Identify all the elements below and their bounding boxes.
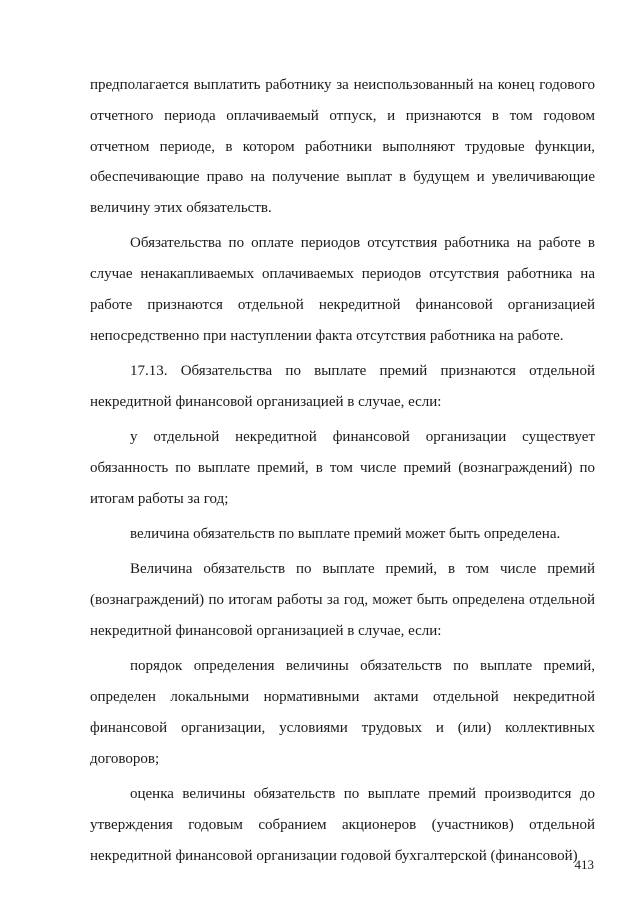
paragraph-4: у отдельной некредитной финансовой организации существует обязанность по выплате премий, в том числе премий (вознаграждений) по итогам работы за год; bbox=[90, 429, 595, 507]
paragraph-6: Величина обязательств по выплате премий, в том числе премий (вознаграждений) по итогам работы за год, может быть определена отдельной некредитной финансовой организацией в случае, если: bbox=[90, 561, 595, 640]
paragraph-1: предполагается выплатить работнику за неиспользованный на конец годового отчетного периода оплачиваемый отпуск, и признаются в том годовом отчетном периоде, в котором работники выполняют трудовые функции, обеспечивающие право на получение выплат в будущем и увеличивающие величину этих обязательств. bbox=[90, 77, 595, 217]
paragraph-7: порядок определения величины обязательств по выплате премий, определен локальными нормативными актами отдельной некредитной финансовой организации, условиями трудовых и (или) коллективных договоров; bbox=[90, 658, 595, 767]
document-page bbox=[90, 70, 595, 876]
page-number: 413 bbox=[574, 857, 594, 872]
paragraph-8: оценка величины обязательств по выплате премий производится до утверждения годовым собранием акционеров (участников) отдельной некредитной финансовой организации годовой бухгалтерской (финансовой) bbox=[90, 786, 595, 864]
paragraph-2: Обязательства по оплате периодов отсутствия работника на работе в случае ненакапливаемых оплачиваемых периодов отсутствия работника на работе признаются отдельной некредитной финансовой организацией непосредственно при наступлении факта отсутствия работника на работе. bbox=[90, 235, 595, 344]
paragraph-5: величина обязательств по выплате премий может быть определена. bbox=[130, 526, 561, 543]
paragraph-3: 17.13. Обязательства по выплате премий признаются отдельной некредитной финансовой организацией в случае, если: bbox=[90, 363, 595, 410]
